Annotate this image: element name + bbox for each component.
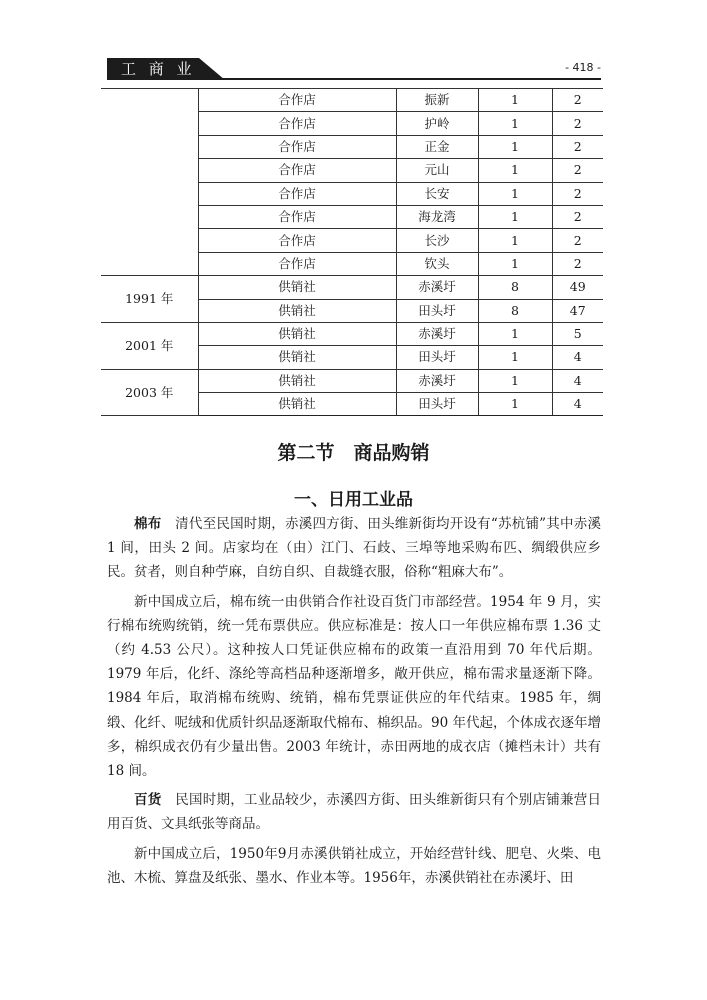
- type-cell: 合作店: [198, 252, 396, 275]
- count-cell: 1: [478, 159, 552, 182]
- count-cell: 1: [478, 89, 552, 112]
- year-cell: 2001 年: [101, 322, 198, 369]
- paragraph-keyword: 百货: [134, 792, 162, 809]
- subsection-title: 一、日用工业品: [294, 490, 413, 510]
- header-title: 工 商 业: [121, 60, 196, 78]
- place-cell: 田头圩: [396, 299, 478, 322]
- paragraph: [107, 788, 601, 836]
- place-cell: 田头圩: [396, 393, 478, 416]
- header-rule: [107, 78, 601, 80]
- count-cell: 2: [552, 252, 603, 275]
- table-row: [101, 89, 603, 112]
- place-cell: 长沙: [396, 229, 478, 252]
- paragraph-text: 新中国成立后，棉布统一由供销合作社设百货门市部经营。1954 年 9 月，实行棉布统购统销，统一凭布票供应。供应标准是：按人口一年供应棉布票 1.36 丈（约 4.53 公尺）。这种按人口凭证供应棉布的政策一直沿用到 70 年代后期。1979 年后，化纤、涤纶等高档品种逐渐增多，敞开供应，棉布需求量逐渐下降。1984 年后，取消棉布统购、统销，棉布凭票证供应的年代结束。1985 年，绸缎、化纤、呢绒和优质针织品逐渐取代棉布、棉织品。90 年代起，个体成衣逐年增多，棉织成衣仍有少量出售。2003 年统计，赤田两地的成衣店（摊档未计）共有 18 间。: [107, 593, 601, 780]
- place-cell: 田头圩: [396, 346, 478, 369]
- count-cell: 2: [552, 229, 603, 252]
- page-header: [107, 58, 601, 80]
- place-cell: 元山: [396, 159, 478, 182]
- count-cell: 1: [478, 182, 552, 205]
- type-cell: 合作店: [198, 159, 396, 182]
- count-cell: 4: [552, 346, 603, 369]
- count-cell: 8: [478, 299, 552, 322]
- place-cell: 赤溪圩: [396, 276, 478, 299]
- count-cell: 5: [552, 322, 603, 345]
- type-cell: 合作店: [198, 112, 396, 135]
- count-cell: 1: [478, 393, 552, 416]
- type-cell: 合作店: [198, 205, 396, 228]
- year-cell: 1991 年: [101, 276, 198, 323]
- count-cell: 49: [552, 276, 603, 299]
- count-cell: 1: [478, 369, 552, 392]
- place-cell: 长安: [396, 182, 478, 205]
- count-cell: 2: [552, 205, 603, 228]
- paragraph: [107, 590, 601, 784]
- count-cell: 2: [552, 135, 603, 158]
- type-cell: 合作店: [198, 182, 396, 205]
- place-cell: 赤溪圩: [396, 322, 478, 345]
- place-cell: 钦头: [396, 252, 478, 275]
- type-cell: 合作店: [198, 89, 396, 112]
- shop-table: [101, 88, 603, 416]
- count-cell: 8: [478, 276, 552, 299]
- section-title: 第二节 商品购销: [277, 442, 430, 464]
- place-cell: 正金: [396, 135, 478, 158]
- year-cell: [101, 89, 198, 276]
- type-cell: 合作店: [198, 229, 396, 252]
- count-cell: 1: [478, 252, 552, 275]
- body-text: [107, 512, 601, 895]
- type-cell: 供销社: [198, 322, 396, 345]
- type-cell: 供销社: [198, 369, 396, 392]
- table-row: [101, 276, 603, 299]
- count-cell: 1: [478, 205, 552, 228]
- count-cell: 1: [478, 135, 552, 158]
- year-cell: 2003 年: [101, 369, 198, 416]
- type-cell: 合作店: [198, 135, 396, 158]
- paragraph-text: 清代至民国时期，赤溪四方街、田头维新街均开设有“苏杭铺”其中赤溪 1 间，田头 2 间。店家均在（由）江门、石歧、三埠等地采购布匹、绸缎供应乡民。贫者，则自种苧麻，自纺自织、自裁缝衣服，俗称“粗麻大布”。: [107, 516, 601, 581]
- page-number: - 418 -: [565, 61, 601, 74]
- place-cell: 护岭: [396, 112, 478, 135]
- type-cell: 供销社: [198, 346, 396, 369]
- count-cell: 2: [552, 182, 603, 205]
- count-cell: 1: [478, 322, 552, 345]
- count-cell: 1: [478, 229, 552, 252]
- count-cell: 1: [478, 112, 552, 135]
- count-cell: 47: [552, 299, 603, 322]
- type-cell: 供销社: [198, 299, 396, 322]
- count-cell: 4: [552, 369, 603, 392]
- place-cell: 振新: [396, 89, 478, 112]
- count-cell: 4: [552, 393, 603, 416]
- paragraph: [107, 512, 601, 585]
- type-cell: 供销社: [198, 276, 396, 299]
- count-cell: 1: [478, 346, 552, 369]
- table-row: [101, 369, 603, 392]
- paragraph-text: 民国时期，工业品较少，赤溪四方街、田头维新街只有个别店铺兼营日用百货、文具纸张等商品。: [107, 792, 602, 833]
- count-cell: 2: [552, 89, 603, 112]
- type-cell: 供销社: [198, 393, 396, 416]
- place-cell: 海龙湾: [396, 205, 478, 228]
- count-cell: 2: [552, 159, 603, 182]
- place-cell: 赤溪圩: [396, 369, 478, 392]
- paragraph: [107, 842, 601, 890]
- paragraph-text: 新中国成立后，1950年9月赤溪供销社成立，开始经营针线、肥皂、火柴、电池、木梳、算盘及纸张、墨水、作业本等。1956年，赤溪供销社在赤溪圩、田: [107, 845, 601, 886]
- count-cell: 2: [552, 112, 603, 135]
- table-row: [101, 322, 603, 345]
- paragraph-keyword: 棉布: [134, 516, 162, 532]
